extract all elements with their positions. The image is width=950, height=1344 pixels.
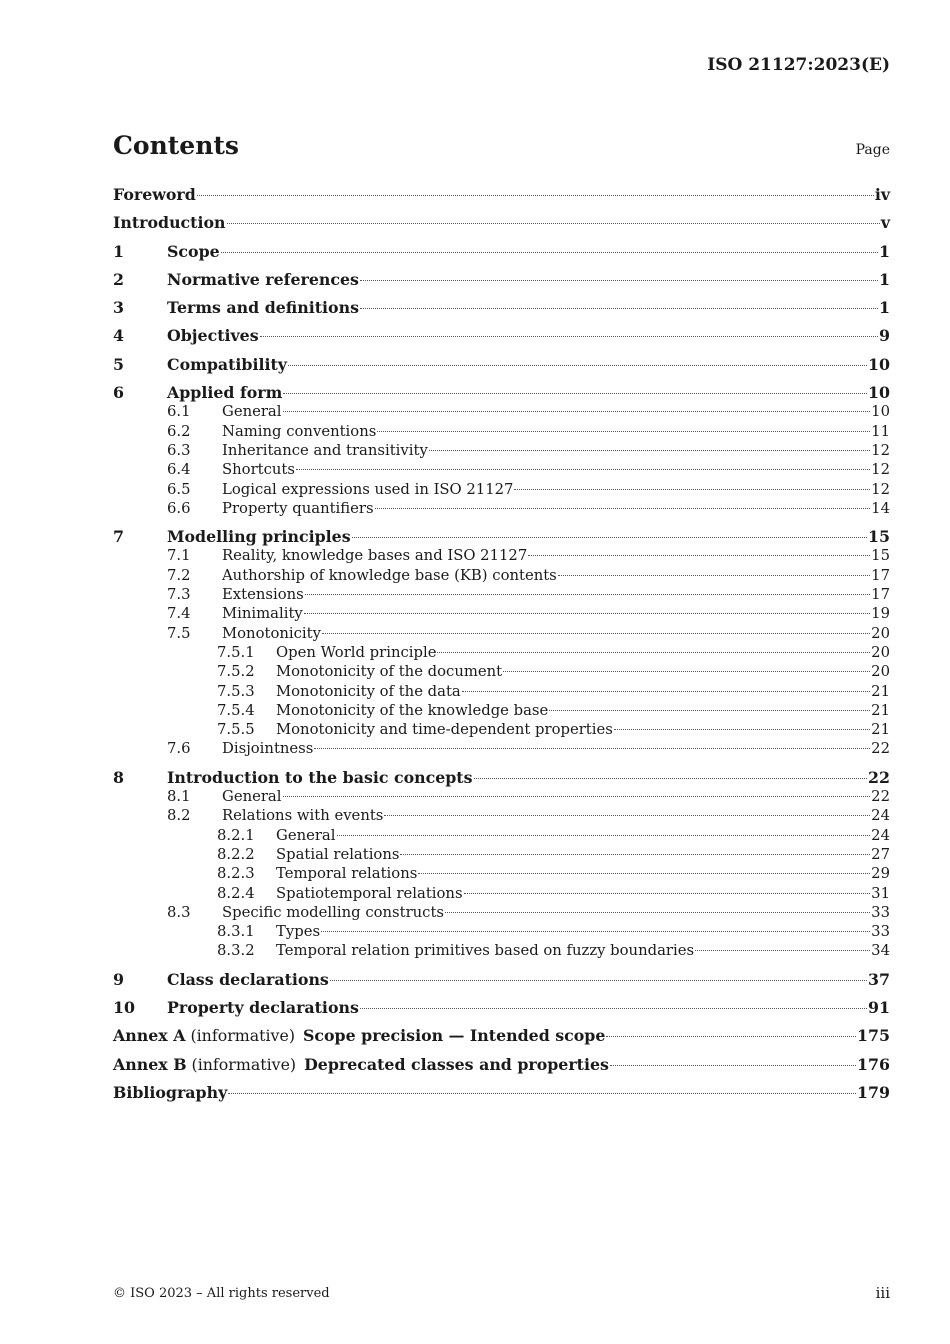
toc-entry-title: Monotonicity and time-dependent properties xyxy=(276,721,613,739)
toc-entry-number: 7.5.1 xyxy=(217,643,255,661)
toc-entry-page: 15 xyxy=(868,527,890,547)
dot-leader xyxy=(514,489,870,490)
toc-entry[interactable] xyxy=(113,826,890,845)
dot-leader xyxy=(296,469,870,470)
toc-entry-number: 8.2.3 xyxy=(217,865,255,883)
toc-entry[interactable] xyxy=(113,527,890,546)
toc-entry-page: 1 xyxy=(879,241,890,261)
toc-entry-page: 12 xyxy=(871,461,890,479)
toc-entry-page: 20 xyxy=(871,643,890,661)
toc-entry[interactable] xyxy=(113,845,890,864)
dot-leader xyxy=(227,223,880,224)
toc-entry-number: 8.1 xyxy=(167,788,191,806)
toc-entry-title: Authorship of knowledge base (KB) contents xyxy=(222,566,557,584)
dot-leader xyxy=(321,931,870,932)
toc-entry[interactable] xyxy=(113,460,890,479)
toc-entry-number: 7.5 xyxy=(167,624,191,642)
toc-entry-number: 7.2 xyxy=(167,566,191,584)
toc-entry-title: Spatial relations xyxy=(276,845,400,863)
toc-entry-page: 10 xyxy=(868,354,890,374)
dot-leader xyxy=(360,1008,867,1009)
toc-entry-number: 6.4 xyxy=(167,461,191,479)
dot-leader xyxy=(418,873,870,874)
toc-entry-page: 17 xyxy=(871,586,890,604)
toc-entry-title: Introduction to the basic concepts xyxy=(167,767,473,787)
toc-entry[interactable] xyxy=(113,998,890,1017)
toc-entry-title: Inheritance and transitivity xyxy=(222,441,428,459)
dot-leader xyxy=(503,671,870,672)
dot-leader xyxy=(445,912,870,913)
toc-entry-title: Compatibility xyxy=(167,354,287,374)
toc-entry-number: 7.6 xyxy=(167,740,191,758)
toc-entry[interactable] xyxy=(113,422,890,441)
toc-entry-title: Disjointness xyxy=(222,740,314,758)
toc-entry-number: 2 xyxy=(113,269,124,289)
toc-entry-title: General xyxy=(222,788,282,806)
toc-entry-page: 17 xyxy=(871,566,890,584)
toc-entry-page: 20 xyxy=(871,663,890,681)
toc-entry-title: Monotonicity xyxy=(222,624,321,642)
toc-entry[interactable] xyxy=(113,242,890,261)
dot-leader xyxy=(384,815,870,816)
toc-entry[interactable] xyxy=(113,585,890,604)
toc-entry-number: 7.4 xyxy=(167,605,191,623)
dot-leader xyxy=(610,1065,856,1066)
toc-entry-number: 8 xyxy=(113,767,124,787)
dot-leader xyxy=(474,778,868,779)
dot-leader xyxy=(606,1036,856,1037)
dot-leader xyxy=(549,710,870,711)
toc-entry-page: 15 xyxy=(871,547,890,565)
toc-entry-number: 8.2.2 xyxy=(217,845,255,863)
toc-entry-number: 6.5 xyxy=(167,480,191,498)
dot-leader xyxy=(304,613,870,614)
toc-entry[interactable] xyxy=(113,624,890,643)
toc-entry[interactable] xyxy=(113,1083,890,1102)
dot-leader xyxy=(322,633,870,634)
toc-entry-number: 6 xyxy=(113,383,124,403)
dot-leader xyxy=(377,431,870,432)
toc-entry-title: Modelling principles xyxy=(167,527,351,547)
toc-entry-number: 7.3 xyxy=(167,586,191,604)
toc-entry[interactable] xyxy=(113,566,890,585)
copyright-notice: © ISO 2023 – All rights reserved xyxy=(113,1286,330,1301)
dot-leader xyxy=(337,835,871,836)
toc-entry-title: Logical expressions used in ISO 21127 xyxy=(222,480,514,498)
toc-entry-title: Minimality xyxy=(222,605,303,623)
toc-entry[interactable] xyxy=(113,903,890,922)
toc-entry-page: 12 xyxy=(871,441,890,459)
dot-leader xyxy=(330,980,867,981)
toc-entry-title: Monotonicity of the data xyxy=(276,682,461,700)
dot-leader xyxy=(464,893,871,894)
toc-entry-number: 8.3.2 xyxy=(217,942,255,960)
table-of-contents xyxy=(113,185,890,1102)
toc-entry-number: 8.2.4 xyxy=(217,884,255,902)
dot-leader xyxy=(288,365,867,366)
toc-entry-page: 91 xyxy=(868,997,890,1017)
toc-entry-number: 7.1 xyxy=(167,547,191,565)
toc-entry-title: Types xyxy=(276,923,321,941)
dot-leader xyxy=(283,796,871,797)
toc-entry[interactable] xyxy=(113,662,890,681)
toc-entry[interactable] xyxy=(113,355,890,374)
toc-entry-title: Reality, knowledge bases and ISO 21127 xyxy=(222,547,528,565)
contents-title: Contents xyxy=(113,131,240,160)
toc-entry[interactable] xyxy=(113,922,890,941)
toc-entry-number: 6.6 xyxy=(167,499,191,517)
toc-entry-page: 22 xyxy=(871,740,890,758)
toc-entry-title: Foreword xyxy=(113,185,196,204)
toc-entry-title: Class declarations xyxy=(167,969,329,989)
toc-entry-title: Shortcuts xyxy=(222,461,295,479)
dot-leader xyxy=(228,1093,856,1094)
toc-entry-title: Monotonicity of the knowledge base xyxy=(276,701,549,719)
toc-entry-title: Temporal relation primitives based on fuzzy boundaries xyxy=(276,942,695,960)
toc-entry-page: 31 xyxy=(871,884,890,902)
toc-entry-page: 33 xyxy=(871,923,890,941)
annex-informative: (informative) xyxy=(191,1054,297,1074)
toc-entry[interactable] xyxy=(113,941,890,960)
dot-leader xyxy=(558,575,870,576)
dot-leader xyxy=(360,280,878,281)
toc-entry-title: Scope xyxy=(167,241,220,261)
dot-leader xyxy=(437,652,870,653)
toc-entry-page: 11 xyxy=(871,422,890,440)
dot-leader xyxy=(462,691,870,692)
document-id: ISO 21127:2023(E) xyxy=(707,55,890,75)
toc-entry-page: 21 xyxy=(871,682,890,700)
toc-entry[interactable] xyxy=(113,546,890,565)
dot-leader xyxy=(314,748,870,749)
dot-leader xyxy=(352,537,867,538)
annex-label: Annex A xyxy=(113,1026,186,1046)
toc-entry-number: 8.2.1 xyxy=(217,826,255,844)
toc-entry[interactable] xyxy=(113,739,890,758)
toc-entry[interactable] xyxy=(113,185,890,204)
toc-entry[interactable] xyxy=(113,970,890,989)
toc-entry-page: 34 xyxy=(871,942,890,960)
toc-entry[interactable] xyxy=(113,270,890,289)
toc-entry-title: Specific modelling constructs xyxy=(222,903,445,921)
toc-entry-number: 5 xyxy=(113,354,124,374)
toc-entry-title: Naming conventions xyxy=(222,422,377,440)
dot-leader xyxy=(695,950,870,951)
toc-entry-title: Scope precision — Intended scope xyxy=(302,1026,606,1046)
toc-entry[interactable] xyxy=(113,1055,890,1074)
toc-entry-title: Bibliography xyxy=(113,1082,228,1102)
toc-entry-page: 1 xyxy=(879,269,890,289)
dot-leader xyxy=(614,729,870,730)
toc-entry[interactable] xyxy=(113,480,890,499)
toc-entry[interactable] xyxy=(113,499,890,518)
toc-entry-page: 14 xyxy=(871,499,890,517)
toc-entry-number: 6.3 xyxy=(167,441,191,459)
toc-entry-title: Open World principle xyxy=(276,643,437,661)
toc-entry-page: 22 xyxy=(871,788,890,806)
toc-entry-number: 7.5.3 xyxy=(217,682,255,700)
toc-entry-page: 27 xyxy=(871,845,890,863)
toc-entry-page: 22 xyxy=(868,767,890,787)
toc-entry-number: 9 xyxy=(113,969,124,989)
toc-entry-number: 3 xyxy=(113,298,124,318)
toc-entry-number: 6.2 xyxy=(167,422,191,440)
dot-leader xyxy=(305,594,870,595)
toc-entry-page: iv xyxy=(874,185,890,204)
toc-entry[interactable] xyxy=(113,787,890,806)
toc-entry[interactable] xyxy=(113,701,890,720)
dot-leader xyxy=(283,411,871,412)
toc-entry-page: 29 xyxy=(871,865,890,883)
toc-entry-page: 37 xyxy=(868,969,890,989)
toc-entry-number: 10 xyxy=(113,997,135,1017)
toc-entry-title: Temporal relations xyxy=(276,865,418,883)
toc-entry-page: 12 xyxy=(871,480,890,498)
toc-entry-title: Property quantifiers xyxy=(222,499,374,517)
toc-entry-page: v xyxy=(880,213,890,233)
toc-entry-title: Normative references xyxy=(167,269,359,289)
toc-entry-title: Extensions xyxy=(222,586,304,604)
toc-entry-number: 8.3 xyxy=(167,903,191,921)
annex-informative: (informative) xyxy=(190,1026,295,1046)
toc-entry-title: Objectives xyxy=(167,326,259,346)
toc-entry-title: General xyxy=(276,826,336,844)
dot-leader xyxy=(360,308,878,309)
toc-entry[interactable] xyxy=(113,298,890,317)
toc-entry[interactable] xyxy=(113,402,890,421)
toc-entry-number: 7 xyxy=(113,527,124,547)
dot-leader xyxy=(429,450,870,451)
toc-entry-title: Property declarations xyxy=(167,997,359,1017)
toc-entry-number: 6.1 xyxy=(167,403,191,421)
dot-leader xyxy=(260,336,878,337)
toc-entry-title: Relations with events xyxy=(222,807,384,825)
toc-entry[interactable] xyxy=(113,643,890,662)
toc-entry-page: 21 xyxy=(871,701,890,719)
toc-entry-number: 7.5.5 xyxy=(217,721,255,739)
toc-entry-page: 1 xyxy=(879,298,890,318)
dot-leader xyxy=(221,252,878,253)
toc-entry-number: 7.5.4 xyxy=(217,701,255,719)
toc-entry[interactable] xyxy=(113,682,890,701)
dot-leader xyxy=(375,508,871,509)
toc-entry-page: 20 xyxy=(871,624,890,642)
annex-label: Annex B xyxy=(113,1054,187,1074)
toc-entry-number: 1 xyxy=(113,241,124,261)
toc-entry-page: 10 xyxy=(871,403,890,421)
toc-entry-title: Introduction xyxy=(113,213,226,233)
toc-entry[interactable] xyxy=(113,1026,890,1045)
page-column-label: Page xyxy=(855,142,890,158)
toc-entry-number: 8.3.1 xyxy=(217,923,255,941)
toc-entry[interactable] xyxy=(113,441,890,460)
toc-entry[interactable] xyxy=(113,768,890,787)
toc-entry-title: General xyxy=(222,403,282,421)
dot-leader xyxy=(400,854,870,855)
toc-entry-page: 24 xyxy=(871,826,890,844)
page-number: iii xyxy=(875,1284,890,1302)
toc-entry[interactable] xyxy=(113,806,890,825)
toc-entry-page: 176 xyxy=(857,1054,890,1074)
dot-leader xyxy=(528,555,870,556)
toc-entry-title: Applied form xyxy=(167,383,283,403)
toc-entry-page: 24 xyxy=(871,807,890,825)
toc-entry-title: Terms and definitions xyxy=(167,298,359,318)
toc-entry[interactable] xyxy=(113,213,890,232)
dot-leader xyxy=(197,195,874,196)
toc-entry-number: 7.5.2 xyxy=(217,663,255,681)
toc-entry-page: 175 xyxy=(857,1026,890,1046)
toc-entry-title: Monotonicity of the document xyxy=(276,663,503,681)
toc-entry-page: 10 xyxy=(868,383,890,403)
toc-entry-page: 21 xyxy=(871,721,890,739)
toc-entry[interactable] xyxy=(113,604,890,623)
toc-entry[interactable] xyxy=(113,720,890,739)
toc-entry-number: 4 xyxy=(113,326,124,346)
toc-entry-title: Deprecated classes and properties xyxy=(304,1054,609,1074)
toc-entry[interactable] xyxy=(113,864,890,883)
toc-entry-number: 8.2 xyxy=(167,807,191,825)
toc-entry-page: 9 xyxy=(879,326,890,346)
toc-entry-page: 179 xyxy=(857,1082,890,1102)
toc-entry-page: 19 xyxy=(871,605,890,623)
toc-entry-title: Spatiotemporal relations xyxy=(276,884,463,902)
toc-entry-page: 33 xyxy=(871,903,890,921)
toc-entry[interactable] xyxy=(113,326,890,345)
toc-entry[interactable] xyxy=(113,383,890,402)
toc-entry[interactable] xyxy=(113,884,890,903)
dot-leader xyxy=(283,393,867,394)
